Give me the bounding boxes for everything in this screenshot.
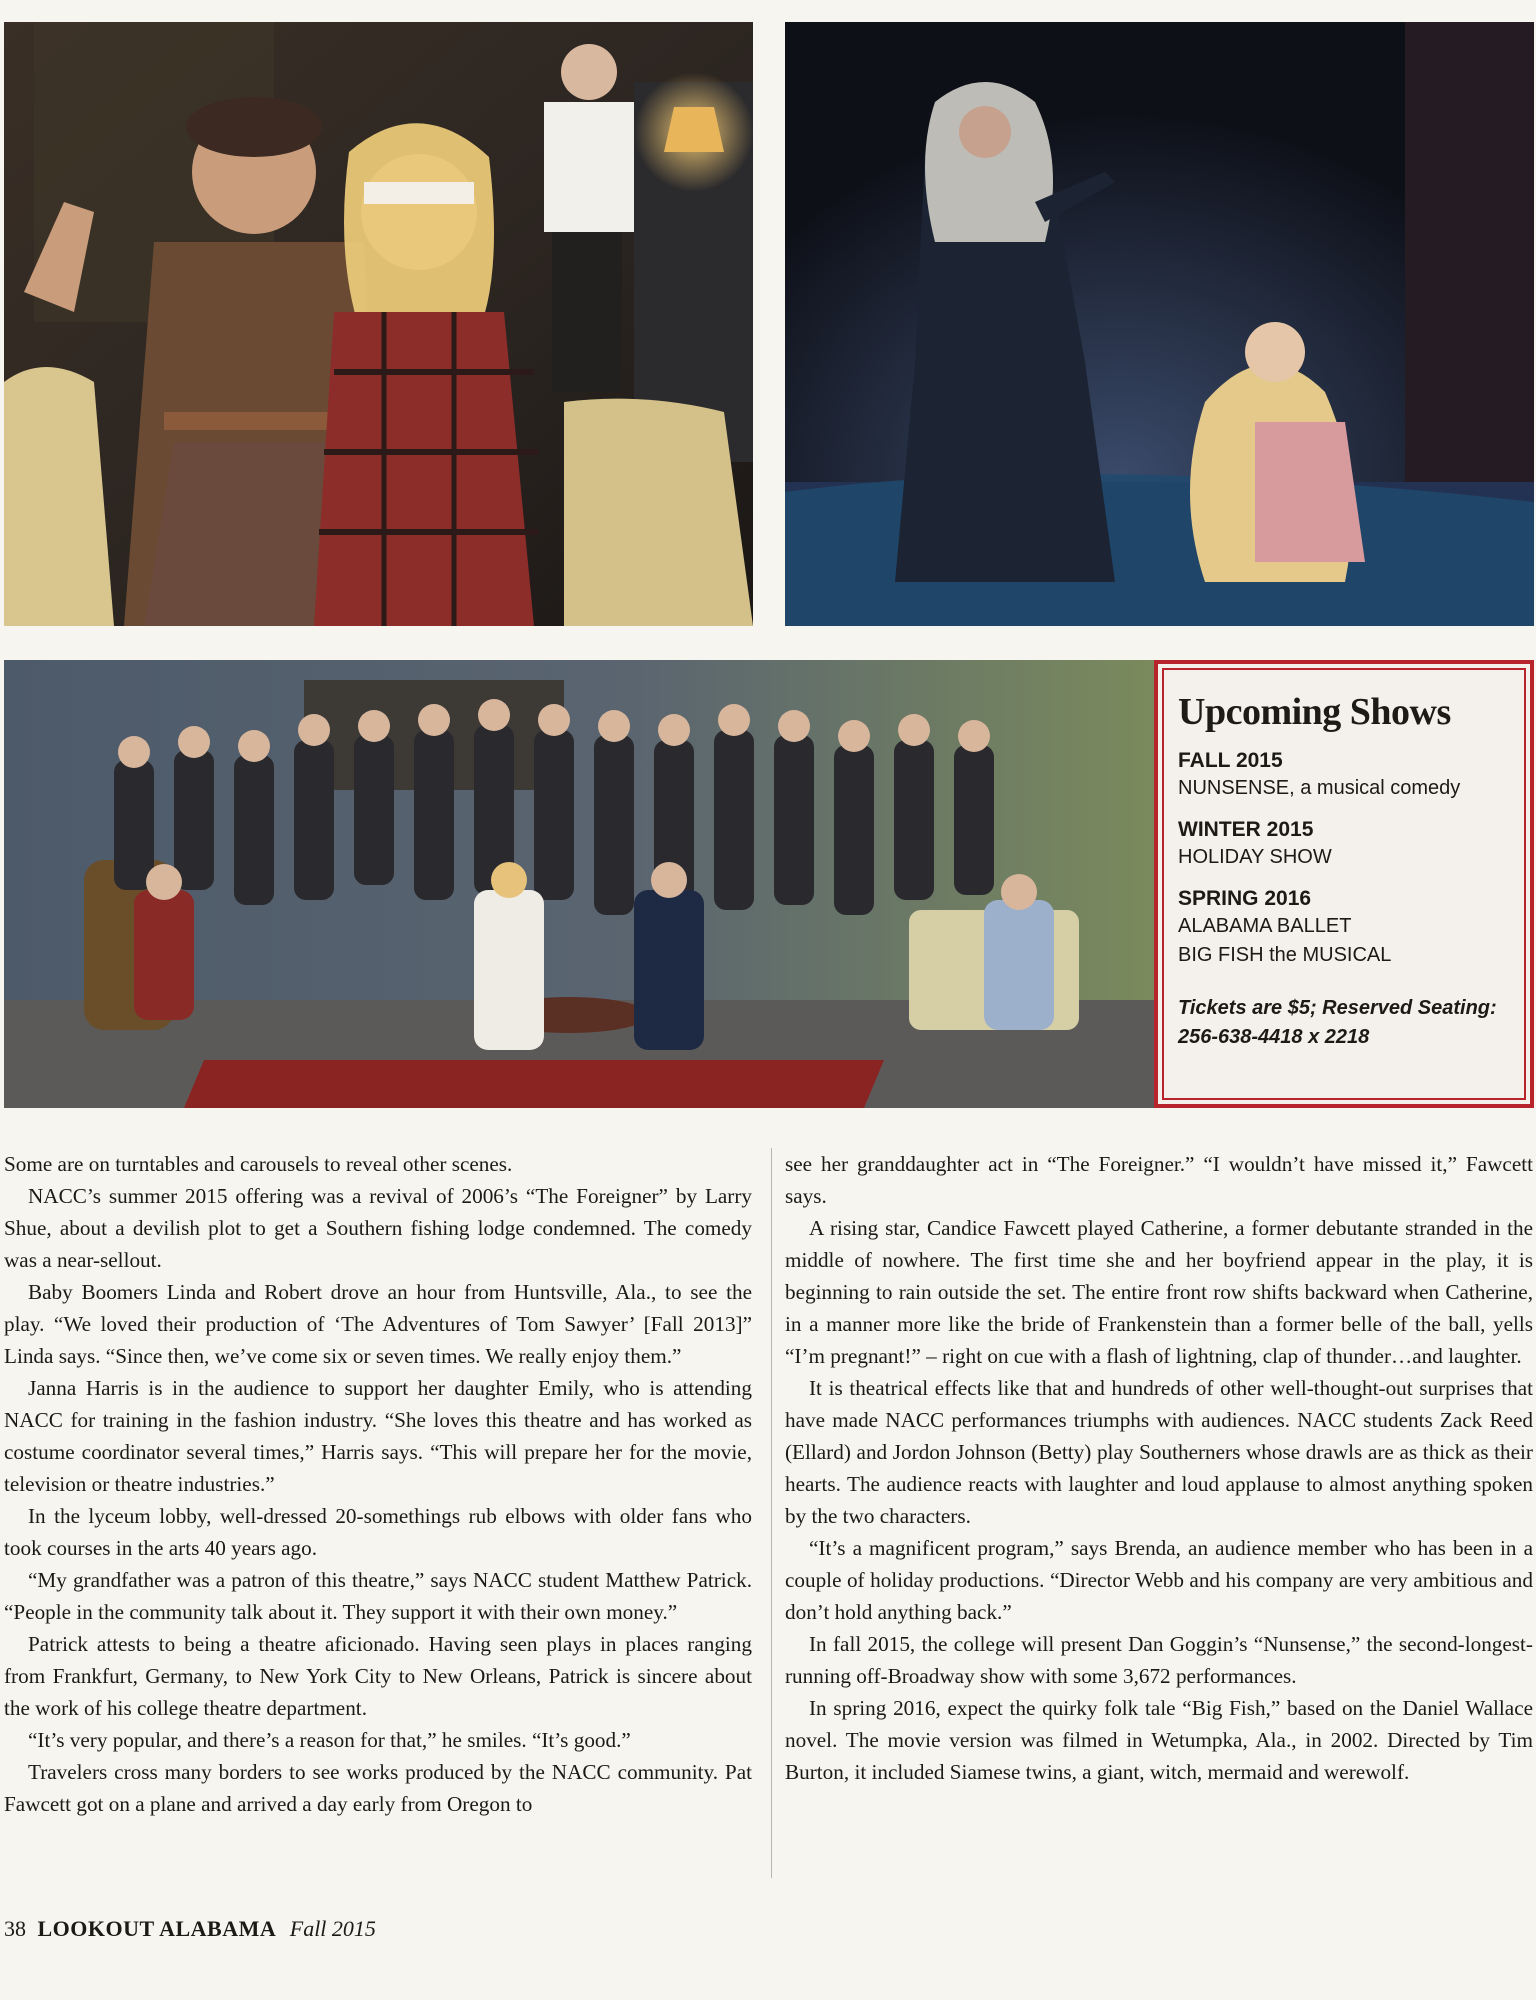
article-paragraph: Some are on turntables and carousels to reveal other scenes. xyxy=(4,1152,513,1176)
article-paragraph: In the lyceum lobby, well-dressed 20-somethings rub elbows with older fans who took courses in the arts 40 years ago. xyxy=(4,1504,752,1560)
cast-group-photo xyxy=(4,660,1154,1108)
season-label: FALL 2015 xyxy=(1178,749,1283,772)
article-paragraph: Patrick attests to being a theatre aficionado. Having seen plays in places ranging from Frankfurt, Germany, to New York City to New Orleans, Patrick is sincere about the work of his college theatre department. xyxy=(4,1632,752,1720)
show-title: HOLIDAY SHOW xyxy=(1178,846,1332,868)
article-paragraph: In fall 2015, the college will present Dan Goggin’s “Nunsense,” the second-longest-running off-Broadway show with some 3,672 performances. xyxy=(785,1632,1533,1688)
upcoming-shows-box xyxy=(1154,660,1534,1108)
article-paragraph: “It’s a magnificent program,” says Brenda, an audience member who has been in a couple of holiday productions. “Director Webb and his company are very ambitious and don’t hold anything back.” xyxy=(785,1536,1533,1624)
page-number: 38 xyxy=(4,1916,26,1941)
tickets-price: Tickets are $5; Reserved Seating: xyxy=(1178,997,1497,1019)
article-paragraph: Travelers cross many borders to see works produced by the NACC community. Pat Fawcett got on a plane and arrived a day early from Oregon to xyxy=(4,1760,752,1816)
article-paragraph: A rising star, Candice Fawcett played Catherine, a former debutante stranded in the middle of nowhere. The first time she and her boyfriend appear in the play, it is beginning to rain outside the set. The entire front row shifts backward when Catherine, in a manner more like the bride of Frankenstein than a former belle of the ball, yells “I’m pregnant!” – right on cue with a flash of lightning, clap of thunder…and laughter. xyxy=(785,1216,1533,1368)
show-title: BIG FISH the MUSICAL xyxy=(1178,944,1392,966)
article-paragraph: In spring 2016, expect the quirky folk tale “Big Fish,” based on the Daniel Wallace novel. The movie version was filmed in Wetumpka, Ala., in 2002. Directed by Tim Burton, it included Siamese twins, a giant, witch, mermaid and werewolf. xyxy=(785,1696,1533,1784)
column-divider xyxy=(771,1148,772,1878)
magazine-name: LOOKOUT ALABAMA xyxy=(37,1916,277,1941)
issue-label: Fall 2015 xyxy=(289,1916,376,1941)
article-paragraph: “My grandfather was a patron of this theatre,” says NACC student Matthew Patrick. “People in the community talk about it. They support it with their own money.” xyxy=(4,1568,752,1624)
tickets-phone: 256-638-4418 x 2218 xyxy=(1178,1026,1370,1048)
season-winter-2015 xyxy=(1178,817,1512,872)
season-spring-2016 xyxy=(1178,886,1512,970)
upcoming-shows-title: Upcoming Shows xyxy=(1178,691,1451,733)
tickets-info xyxy=(1178,994,1512,1052)
page-footer xyxy=(4,1916,376,1942)
show-title: NUNSENSE, a musical comedy xyxy=(1178,777,1461,799)
article-column-left xyxy=(4,1148,752,1820)
article-column-right xyxy=(785,1148,1533,1788)
article-paragraph: see her granddaughter act in “The Foreigner.” “I wouldn’t have missed it,” Fawcett says. xyxy=(785,1152,1533,1208)
show-title: ALABAMA BALLET xyxy=(1178,915,1352,937)
article-paragraph: Baby Boomers Linda and Robert drove an hour from Huntsville, Ala., to see the play. “We loved their production of ‘The Adventures of Tom Sawyer’ [Fall 2013]” Linda says. “Since then, we’ve come six or seven times. We really enjoy them.” xyxy=(4,1280,752,1368)
theatre-scene-photo-foreigner xyxy=(4,22,753,626)
season-label: SPRING 2016 xyxy=(1178,887,1312,910)
season-fall-2015 xyxy=(1178,748,1512,803)
article-paragraph: Janna Harris is in the audience to support her daughter Emily, who is attending NACC for training in the fashion industry. “She loves this theatre and has worked as costume coordinator several times,” Harris says. “This will prepare her for the movie, television or theatre industries.” xyxy=(4,1376,752,1496)
article-paragraph: NACC’s summer 2015 offering was a revival of 2006’s “The Foreigner” by Larry Shue, about a devilish plot to get a Southern fishing lodge condemned. The comedy was a near-sellout. xyxy=(4,1184,752,1272)
article-paragraph: It is theatrical effects like that and hundreds of other well-thought-out surprises that have made NACC performances triumphs with audiences. NACC students Zack Reed (Ellard) and Jordon Johnson (Betty) play Southerners whose drawls are as thick as their hearts. The audience reacts with laughter and loud applause to almost anything spoken by the two characters. xyxy=(785,1376,1533,1528)
article-paragraph: “It’s very popular, and there’s a reason for that,” he smiles. “It’s good.” xyxy=(28,1728,631,1752)
season-label: WINTER 2015 xyxy=(1178,818,1314,841)
theatre-scene-photo-witch xyxy=(785,22,1534,626)
